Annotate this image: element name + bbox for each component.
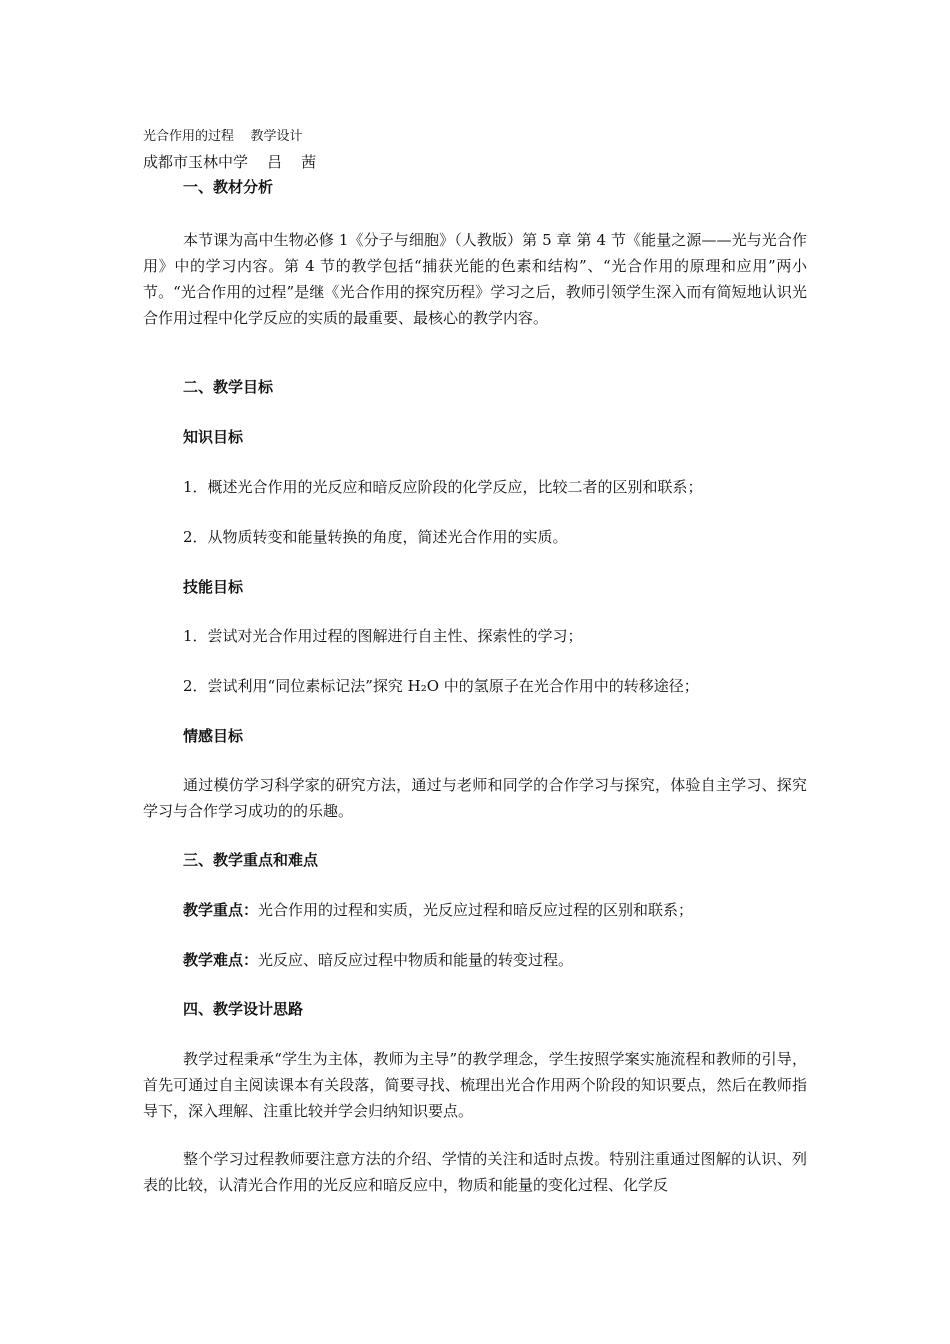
difficulty-text: 光反应、暗反应过程中物质和能量的转变过程。 <box>258 951 574 969</box>
section-heading-3: 三、教学重点和难点 <box>183 851 319 869</box>
key-point-text: 光合作用的过程和实质，光反应过程和暗反应过程的区别和联系； <box>258 901 694 919</box>
section-heading-4: 四、教学设计思路 <box>183 1000 304 1018</box>
author-line: 成都市玉林中学 吕 茜 <box>143 153 317 171</box>
section-heading-2: 二、教学目标 <box>183 378 274 396</box>
key-point-line <box>183 898 693 922</box>
skill-heading: 技能目标 <box>183 578 244 596</box>
emotion-heading: 情感目标 <box>183 727 244 745</box>
key-point-label: 教学重点： <box>183 901 259 919</box>
section-4-paragraph-1: 教学过程秉承“学生为主体，教师为主导”的教学理念，学生按照学案实施流程和教师的引导，首先可通过自主阅读课本有关段落，简要寻找、梳理出光合作用两个阶段的知识要点，然后在教师指导下，深入理解、注重比较并学会归纳知识要点。 <box>143 1050 807 1120</box>
skill-item-1: 1．尝试对光合作用过程的图解进行自主性、探索性的学习； <box>183 627 583 645</box>
section-heading-1: 一、教材分析 <box>183 178 274 196</box>
knowledge-heading: 知识目标 <box>183 428 244 446</box>
difficulty-line <box>183 948 573 972</box>
section-1-paragraph: 本节课为高中生物必修 1《分子与细胞》（人教版）第 5 章 第 4 节《能量之源——光与光合作用》中的学习内容。第 4 节的教学包括“捕获光能的色素和结构”、“光合作用的原理和应用”两小节。“光合作用的过程”是继《光合作用的探究历程》学习之后，教师引领学生深入而有简短地认识光合作用过程中化学反应的实质的最重要、最核心的教学内容。 <box>143 231 807 327</box>
section-4-paragraph-2: 整个学习过程教师要注意方法的介绍、学情的关注和适时点拨。特别注重通过图解的认识、列表的比较，认清光合作用的光反应和暗反应中，物质和能量的变化过程、化学反 <box>143 1150 807 1194</box>
knowledge-item-2: 2．从物质转变和能量转换的角度，简述光合作用的实质。 <box>183 528 568 546</box>
knowledge-item-1: 1．概述光合作用的光反应和暗反应阶段的化学反应，比较二者的区别和联系； <box>183 478 703 496</box>
skill-item-2: 2．尝试利用“同位素标记法”探究 H₂O 中的氢原子在光合作用中的转移途径； <box>183 677 699 695</box>
document-title: 光合作用的过程 教学设计 <box>143 129 303 144</box>
difficulty-label: 教学难点： <box>183 951 259 969</box>
emotion-paragraph: 通过模仿学习科学家的研究方法，通过与老师和同学的合作学习与探究，体验自主学习、探究学习与合作学习成功的的乐趣。 <box>143 776 807 820</box>
